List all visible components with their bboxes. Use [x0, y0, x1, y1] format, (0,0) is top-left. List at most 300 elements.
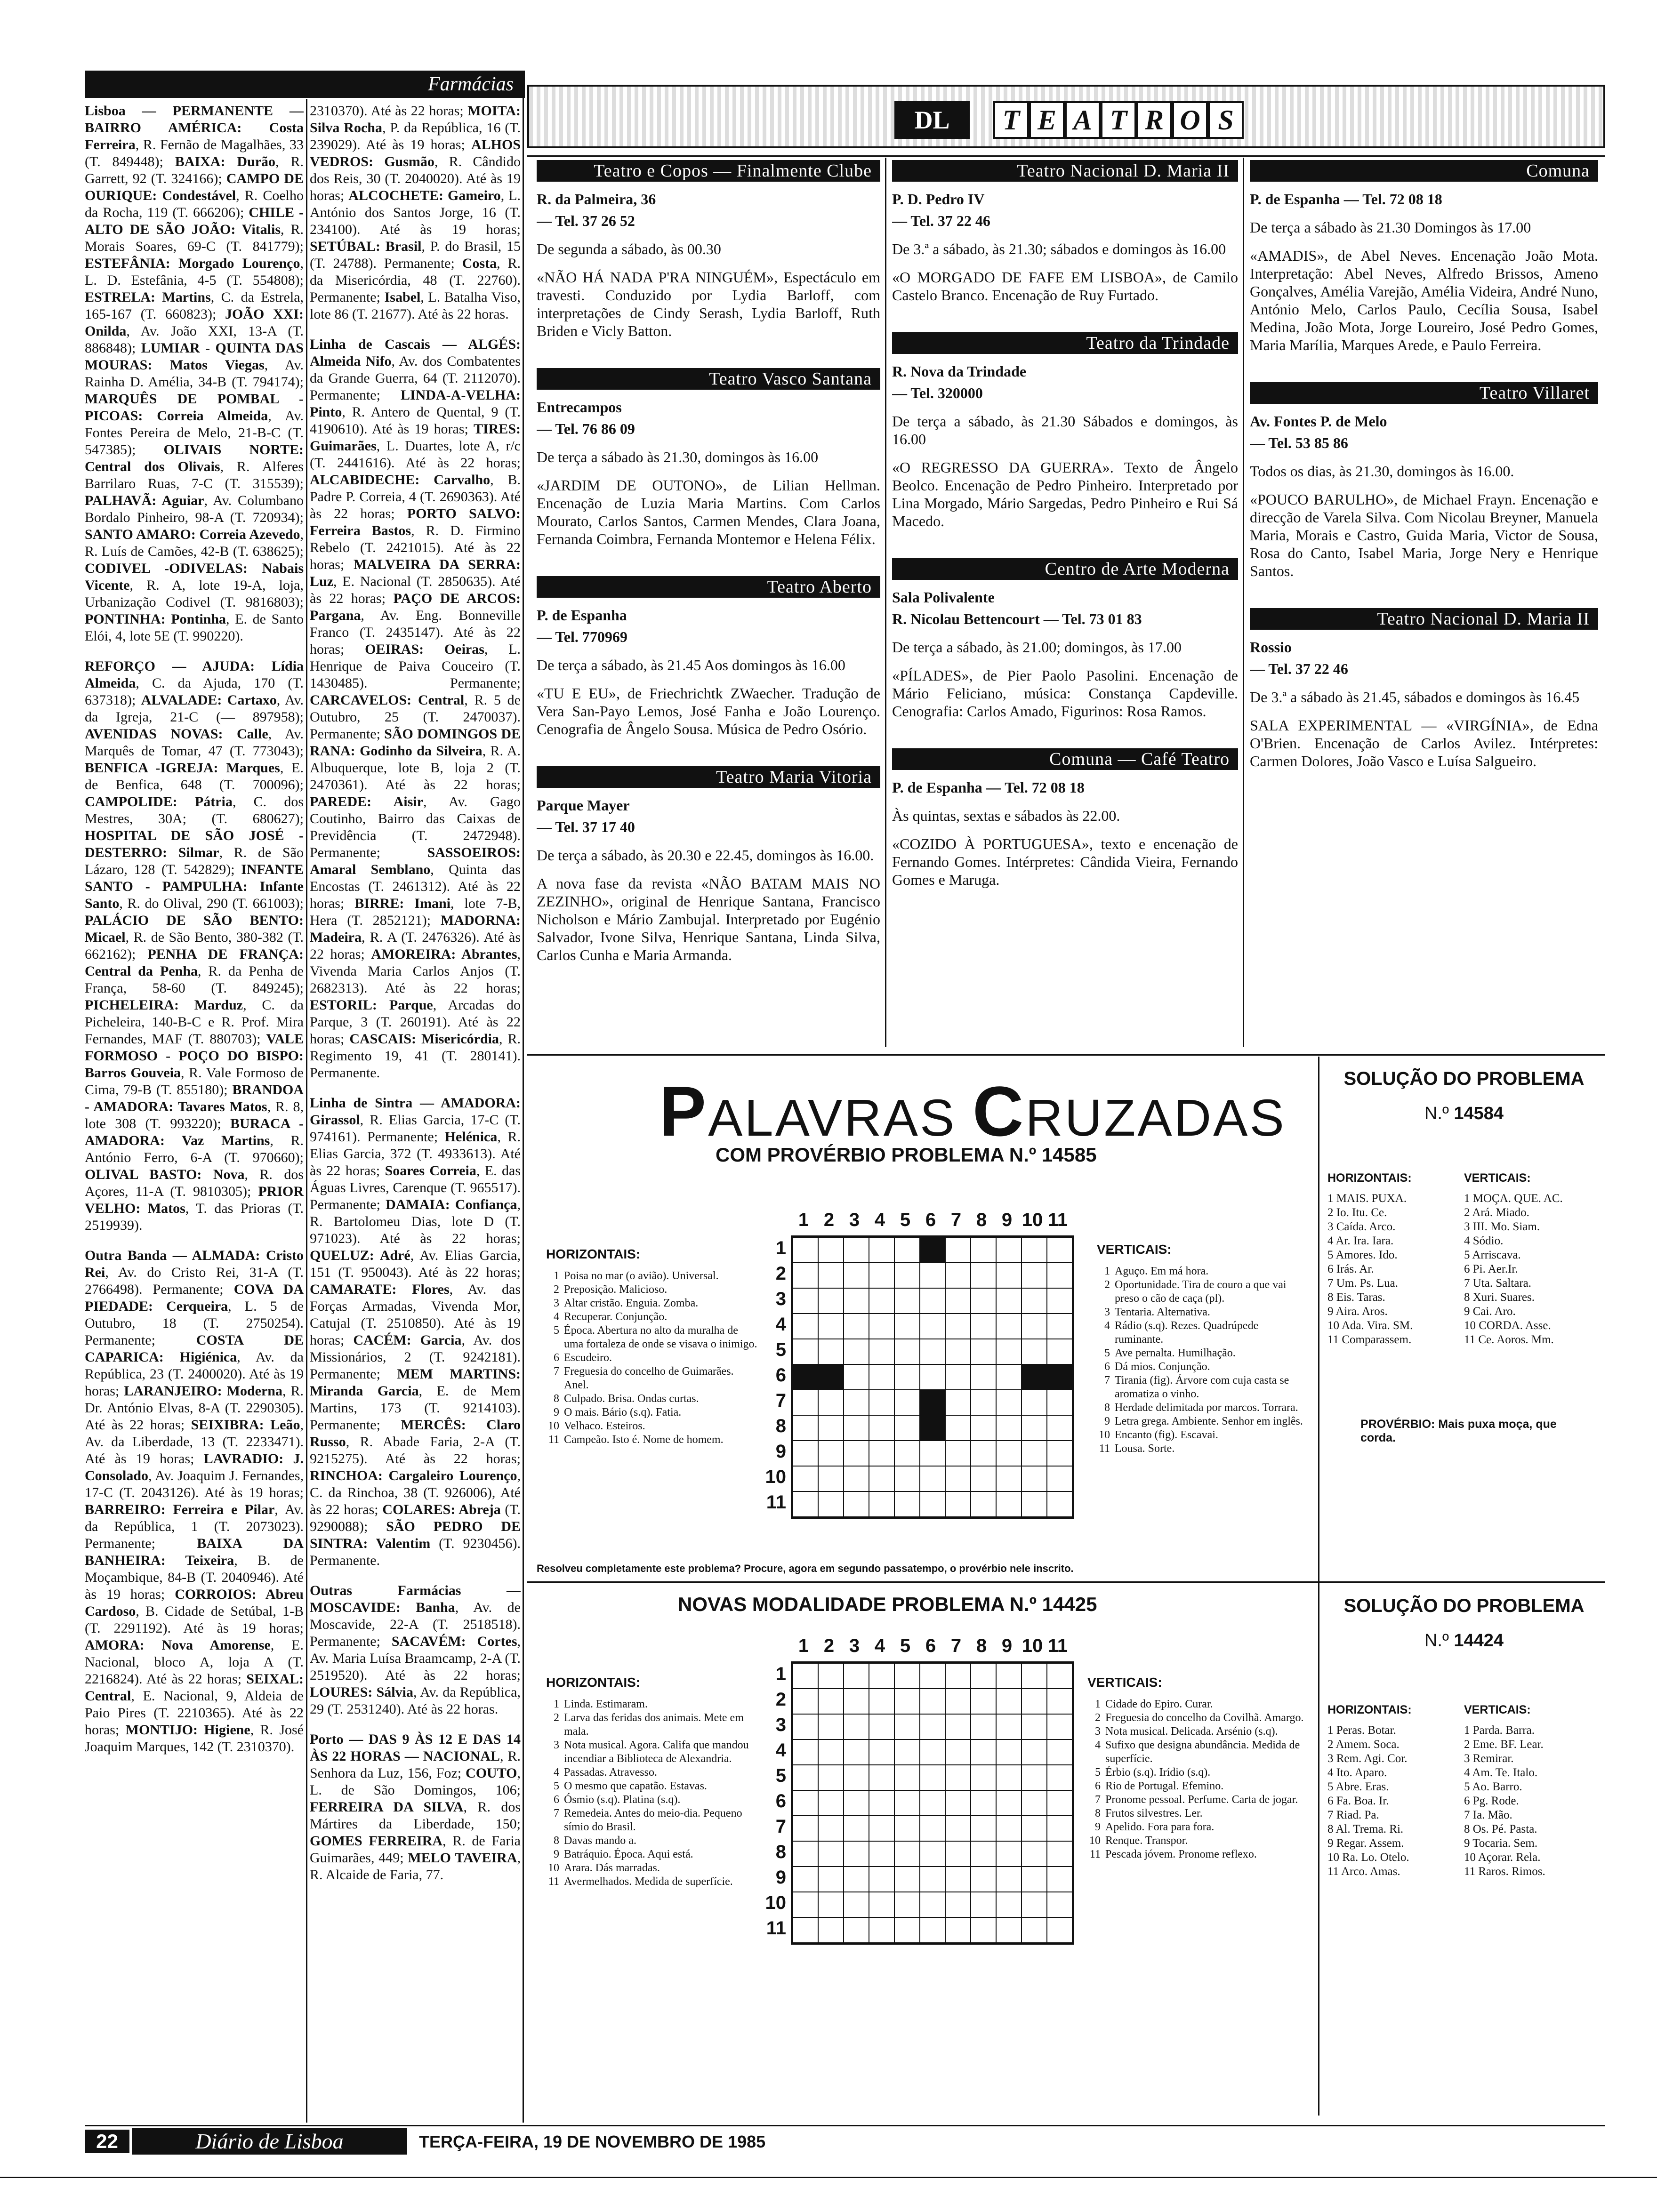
grid-cell[interactable]	[869, 1663, 894, 1689]
grid-cell[interactable]	[894, 1739, 920, 1765]
grid-cell[interactable]	[894, 1263, 920, 1288]
grid-cell[interactable]	[1047, 1917, 1072, 1943]
grid-cell[interactable]	[844, 1892, 869, 1917]
puzzle1-grid[interactable]	[791, 1235, 1074, 1519]
grid-cell[interactable]	[996, 1917, 1022, 1943]
grid-cell[interactable]	[818, 1466, 844, 1491]
grid-cell[interactable]	[920, 1790, 945, 1816]
clue-item: 5 Érbio (s.q). Irídio (s.q).	[1095, 1766, 1211, 1779]
grid-cell[interactable]	[818, 1892, 844, 1917]
grid-cell[interactable]	[894, 1415, 920, 1441]
puzzle2-grid[interactable]	[791, 1661, 1074, 1945]
grid-cell[interactable]	[1022, 1714, 1047, 1739]
grid-cell[interactable]	[971, 1790, 996, 1816]
solution-14424	[1327, 1595, 1601, 1879]
grid-cell[interactable]	[920, 1917, 945, 1943]
grid-cell[interactable]	[971, 1765, 996, 1790]
grid-cell[interactable]	[1022, 1390, 1047, 1415]
grid-cell[interactable]	[920, 1364, 945, 1390]
theater-phone: — Tel. 76 86 09	[537, 420, 635, 437]
grid-cell[interactable]	[1022, 1765, 1047, 1790]
grid-cell[interactable]	[844, 1491, 869, 1517]
grid-cell[interactable]	[945, 1739, 971, 1765]
grid-cell[interactable]	[920, 1263, 945, 1288]
grid-cell[interactable]	[1022, 1790, 1047, 1816]
grid-cell[interactable]	[1047, 1739, 1072, 1765]
grid-cell[interactable]	[920, 1841, 945, 1867]
grid-cell[interactable]	[1022, 1917, 1047, 1943]
farmacia-paragraph: REFORÇO — AJUDA: Lídia Almeida, C. da Ajuda, 170 (T. 637318); ALVALADE: Cartaxo, Av. da Igreja, 21-C (— 897958); AVENIDAS NOVAS: Calle, Av. Marquês de Tomar, 47 (T. 773043); BENFICA -IGREJA: Marques, E. de Benfica, 648 (T. 700096); CAMPOLIDE: Pátria, C. dos Mestres, 30A; (T. 680627); HOSPITAL DE SÃO JOSÉ - DESTERRO: Silmar, R. de São Lázaro, 128 (T. 542829); INFANTE SANTO - PAMPULHA: Infante Santo, R. do Olival, 290 (T. 661003); PALÁCIO DE SÃO BENTO: Micael, R. de São Bento, 380-382 (T. 662162); PENHA DE FRANÇA: Central da Penha, R. da Penha de França, 58-60 (T. 849245); PICHELEIRA: Marduz, C. da Picheleira, 140-B-C e R. Prof. Mira Fernandes, MAF (T. 880703); VALE FORMOSO - POÇO DO BISPO: Barros Gouveia, R. Vale Formoso de Cima, 79-B (T. 855180); BRANDOA - AMADORA: Tavares Matos, R. 8, lote 308 (T. 993220); BURACA - AMADORA: Vaz Martins, R. António Ferro, 6-A (T. 970660); OLIVAL BASTO: Nova, R. dos Açores, 11-A (T. 9810305); PRIOR VELHO: Matos, T. das Prioras (T. 2519939).	[85, 658, 304, 1233]
grid-cell[interactable]	[1047, 1441, 1072, 1466]
grid-cell[interactable]	[818, 1390, 844, 1415]
grid-cell[interactable]	[894, 1663, 920, 1689]
clue-item: 8 Herdade delimitada por marcos. Torrara.	[1104, 1402, 1298, 1414]
grid-cell[interactable]	[1022, 1441, 1047, 1466]
grid-cell[interactable]	[894, 1790, 920, 1816]
grid-cell[interactable]	[869, 1288, 894, 1314]
solution-item: 6 Irás. Ar.	[1327, 1263, 1374, 1275]
row-number: 3	[775, 1715, 786, 1735]
grid-cell[interactable]	[793, 1415, 818, 1441]
grid-cell[interactable]	[818, 1415, 844, 1441]
grid-cell[interactable]	[793, 1867, 818, 1892]
grid-cell[interactable]	[793, 1390, 818, 1415]
grid-cell[interactable]	[1047, 1288, 1072, 1314]
grid-cell[interactable]	[818, 1288, 844, 1314]
grid-cell[interactable]	[945, 1364, 971, 1390]
solution-item: 7 Riad. Pa.	[1327, 1809, 1379, 1821]
grid-cell[interactable]	[996, 1739, 1022, 1765]
column-number: 5	[900, 1210, 911, 1230]
grid-cell[interactable]	[945, 1663, 971, 1689]
grid-cell[interactable]	[971, 1917, 996, 1943]
grid-cell[interactable]	[894, 1867, 920, 1892]
grid-cell[interactable]	[1047, 1867, 1072, 1892]
theater-name: Teatro Maria Vitoria	[537, 766, 880, 788]
grid-cell[interactable]	[818, 1739, 844, 1765]
clue-item: 1 Aguço. Em má hora.	[1104, 1265, 1209, 1277]
grid-cell[interactable]	[818, 1714, 844, 1739]
grid-cell[interactable]	[1022, 1491, 1047, 1517]
teatros-letter: T	[993, 101, 1029, 139]
grid-cell[interactable]	[971, 1415, 996, 1441]
grid-cell[interactable]	[971, 1288, 996, 1314]
grid-cell[interactable]	[1047, 1892, 1072, 1917]
theater-listing	[1250, 608, 1598, 770]
grid-cell[interactable]	[1047, 1415, 1072, 1441]
grid-cell[interactable]	[996, 1790, 1022, 1816]
grid-cell[interactable]	[1022, 1739, 1047, 1765]
grid-cell[interactable]	[1047, 1263, 1072, 1288]
solution-item: 5 Abre. Eras.	[1327, 1780, 1389, 1793]
row-number: 2	[775, 1263, 786, 1284]
grid-cell[interactable]	[971, 1841, 996, 1867]
grid-cell[interactable]	[793, 1441, 818, 1466]
grid-cell[interactable]	[818, 1816, 844, 1841]
grid-cell[interactable]	[1047, 1816, 1072, 1841]
grid-cell[interactable]	[971, 1364, 996, 1390]
grid-cell[interactable]	[844, 1339, 869, 1364]
grid-cell[interactable]	[1022, 1689, 1047, 1714]
grid-cell[interactable]	[920, 1765, 945, 1790]
column-number: 10	[1022, 1210, 1043, 1230]
grid-cell[interactable]	[971, 1714, 996, 1739]
farmacia-paragraph: Linha de Cascais — ALGÉS: Almeida Nifo, Av. dos Combatentes da Grande Guerra, 64 (T. 2112070). Permanente; LINDA-A-VELHA: Pinto, R. Antero de Quental, 9 (T. 4190610). Até às 19 horas; TIRES: Guimarães, L. Duartes, lote A, r/c (T. 2441616). Até às 22 horas; ALCABIDECHE: Carvalho, B. Padre P. Correia, 4 (T. 2690363). Até às 22 horas; PORTO SALVO: Ferreira Bastos, R. D. Firmino Rebelo (T. 2421015). Até às 22 horas; MALVEIRA DA SERRA: Luz, E. Nacional (T. 2850635). Até às 22 horas; PAÇO DE ARCOS: Pargana, Av. Eng. Bonneville Franco (T. 2435147). Até às 22 horas; OEIRAS: Oeiras, L. Henrique de Paiva Couceiro (T. 1430485). Permanente; CARCAVELOS: Central, R. 5 de Outubro, 25 (T. 2470037). Permanente; SÃO DOMINGOS DE RANA: Godinho da Silveira, R. A. Albuquerque, lote B, loja 2 (T. 2470361). Até às 22 horas; PAREDE: Aisir, Av. Gago Coutinho, Bairro das Caixas de Previdência (T. 2472948). Permanente; SASSOEIROS: Amaral Semblano, Quinta das Encostas (T. 2461312). Até às 22 horas; BIRRE: Imani, lote 7-B, Hera (T. 2852121); MADORNA: Madeira, R. A (T. 2476326). Até às 22 horas; AMOREIRA: Abrantes, Vivenda Maria Carlos Anjos (T. 2682313). Até às 22 horas; ESTORIL: Parque, Arcadas do Parque, 3 (T. 260191). Até às 22 horas; CASCAIS: Misericórdia, R. Regimento 19, 41 (T. 280141). Permanente.	[310, 337, 521, 1081]
grid-cell[interactable]	[869, 1441, 894, 1466]
theater-phone: — Tel. 770969	[537, 628, 627, 645]
grid-cell[interactable]	[996, 1237, 1022, 1263]
grid-cell[interactable]	[869, 1765, 894, 1790]
grid-cell[interactable]	[894, 1288, 920, 1314]
grid-cell[interactable]	[793, 1339, 818, 1364]
grid-cell[interactable]	[945, 1339, 971, 1364]
grid-cell[interactable]	[945, 1689, 971, 1714]
grid-cell[interactable]	[793, 1765, 818, 1790]
grid-cell[interactable]	[971, 1892, 996, 1917]
grid-cell[interactable]	[793, 1314, 818, 1339]
grid-cell[interactable]	[894, 1714, 920, 1739]
grid-cell[interactable]	[996, 1689, 1022, 1714]
grid-cell[interactable]	[996, 1491, 1022, 1517]
grid-cell[interactable]	[996, 1390, 1022, 1415]
solution-item: 3 Caída. Arco.	[1327, 1220, 1396, 1233]
grid-cell[interactable]	[869, 1466, 894, 1491]
grid-cell[interactable]	[945, 1390, 971, 1415]
grid-cell[interactable]	[793, 1288, 818, 1314]
grid-cell[interactable]	[818, 1339, 844, 1364]
grid-cell[interactable]	[869, 1841, 894, 1867]
grid-cell[interactable]	[894, 1364, 920, 1390]
grid-cell[interactable]	[894, 1491, 920, 1517]
grid-cell[interactable]	[1022, 1867, 1047, 1892]
grid-cell[interactable]	[894, 1466, 920, 1491]
grid-cell[interactable]	[945, 1314, 971, 1339]
grid-cell[interactable]	[869, 1739, 894, 1765]
grid-cell[interactable]	[869, 1714, 894, 1739]
grid-cell[interactable]	[844, 1237, 869, 1263]
grid-cell[interactable]	[844, 1714, 869, 1739]
grid-cell[interactable]	[1047, 1491, 1072, 1517]
grid-cell[interactable]	[971, 1390, 996, 1415]
grid-cell[interactable]	[894, 1892, 920, 1917]
grid-cell[interactable]	[818, 1841, 844, 1867]
grid-cell[interactable]	[869, 1491, 894, 1517]
grid-cell[interactable]	[894, 1689, 920, 1714]
column-number: 7	[950, 1210, 962, 1230]
grid-cell[interactable]	[818, 1917, 844, 1943]
grid-cell[interactable]	[1022, 1892, 1047, 1917]
grid-cell[interactable]	[920, 1663, 945, 1689]
solution-item: 6 Pg. Rode.	[1464, 1795, 1519, 1807]
theater-phone: — Tel. 37 22 46	[892, 212, 990, 229]
black-cell	[1022, 1364, 1047, 1390]
row-number: 6	[775, 1791, 786, 1811]
grid-cell[interactable]	[818, 1314, 844, 1339]
grid-cell[interactable]	[971, 1237, 996, 1263]
grid-cell[interactable]	[920, 1441, 945, 1466]
grid-cell[interactable]	[869, 1892, 894, 1917]
v-label: VERTICAIS:	[1464, 1171, 1531, 1185]
grid-cell[interactable]	[996, 1714, 1022, 1739]
theater-name: Centro de Arte Moderna	[892, 558, 1238, 580]
grid-cell[interactable]	[920, 1892, 945, 1917]
puzzle1-horizontal-clues	[546, 1247, 758, 1447]
grid-cell[interactable]	[996, 1364, 1022, 1390]
grid-cell[interactable]	[818, 1867, 844, 1892]
grid-cell[interactable]	[793, 1689, 818, 1714]
grid-cell[interactable]	[945, 1765, 971, 1790]
grid-cell[interactable]	[920, 1314, 945, 1339]
grid-cell[interactable]	[945, 1790, 971, 1816]
solution-item: 4 Ar. Ira. Iara.	[1327, 1234, 1394, 1247]
grid-cell[interactable]	[894, 1314, 920, 1339]
grid-cell[interactable]	[996, 1816, 1022, 1841]
grid-cell[interactable]	[844, 1364, 869, 1390]
grid-cell[interactable]	[945, 1714, 971, 1739]
grid-cell[interactable]	[1047, 1714, 1072, 1739]
grid-cell[interactable]	[869, 1364, 894, 1390]
grid-cell[interactable]	[818, 1765, 844, 1790]
grid-cell[interactable]	[1022, 1237, 1047, 1263]
grid-cell[interactable]	[869, 1314, 894, 1339]
theater-address: P. D. Pedro IV	[892, 191, 985, 208]
grid-cell[interactable]	[869, 1415, 894, 1441]
solution-item: 10 Ada. Vira. SM.	[1327, 1319, 1413, 1332]
grid-cell[interactable]	[996, 1663, 1022, 1689]
grid-cell[interactable]	[793, 1790, 818, 1816]
grid-cell[interactable]	[1022, 1466, 1047, 1491]
grid-cell[interactable]	[945, 1816, 971, 1841]
grid-cell[interactable]	[844, 1790, 869, 1816]
grid-cell[interactable]	[1022, 1663, 1047, 1689]
grid-cell[interactable]	[844, 1263, 869, 1288]
grid-cell[interactable]	[920, 1288, 945, 1314]
grid-cell[interactable]	[996, 1288, 1022, 1314]
grid-cell[interactable]	[1047, 1314, 1072, 1339]
grid-cell[interactable]	[844, 1415, 869, 1441]
black-cell	[793, 1364, 818, 1390]
theater-listing	[892, 558, 1238, 720]
grid-cell[interactable]	[793, 1917, 818, 1943]
grid-cell[interactable]	[971, 1867, 996, 1892]
grid-cell[interactable]	[945, 1841, 971, 1867]
grid-cell[interactable]	[869, 1867, 894, 1892]
grid-cell[interactable]	[996, 1441, 1022, 1466]
farmacias-column-2	[310, 103, 521, 2122]
grid-cell[interactable]	[971, 1491, 996, 1517]
grid-cell[interactable]	[844, 1816, 869, 1841]
solution-title-2: SOLUÇÃO DO PROBLEMA	[1343, 1595, 1585, 1616]
grid-cell[interactable]	[1047, 1237, 1072, 1263]
grid-cell[interactable]	[894, 1390, 920, 1415]
grid-cell[interactable]	[844, 1739, 869, 1765]
grid-cell[interactable]	[920, 1339, 945, 1364]
grid-cell[interactable]	[920, 1714, 945, 1739]
grid-cell[interactable]	[844, 1689, 869, 1714]
column-number: 5	[900, 1635, 911, 1656]
grid-cell[interactable]	[920, 1491, 945, 1517]
grid-cell[interactable]	[844, 1288, 869, 1314]
grid-cell[interactable]	[869, 1816, 894, 1841]
grid-cell[interactable]	[996, 1339, 1022, 1364]
grid-cell[interactable]	[945, 1917, 971, 1943]
grid-cell[interactable]	[844, 1841, 869, 1867]
grid-cell[interactable]	[920, 1739, 945, 1765]
grid-cell[interactable]	[818, 1237, 844, 1263]
grid-cell[interactable]	[920, 1867, 945, 1892]
puzzle1-row-numbers	[763, 1235, 786, 1515]
grid-cell[interactable]	[1022, 1314, 1047, 1339]
grid-cell[interactable]	[945, 1441, 971, 1466]
grid-cell[interactable]	[945, 1466, 971, 1491]
grid-cell[interactable]	[971, 1314, 996, 1339]
grid-cell[interactable]	[996, 1466, 1022, 1491]
grid-cell[interactable]	[1022, 1263, 1047, 1288]
grid-cell[interactable]	[971, 1466, 996, 1491]
grid-cell[interactable]	[894, 1441, 920, 1466]
theater-listing	[1250, 160, 1598, 354]
grid-cell[interactable]	[818, 1689, 844, 1714]
grid-cell[interactable]	[869, 1237, 894, 1263]
grid-cell[interactable]	[1022, 1288, 1047, 1314]
grid-cell[interactable]	[996, 1765, 1022, 1790]
solution-number-2: N.º 14424	[1424, 1631, 1504, 1651]
grid-cell[interactable]	[818, 1491, 844, 1517]
grid-cell[interactable]	[945, 1288, 971, 1314]
row-number: 5	[775, 1339, 786, 1360]
grid-cell[interactable]	[971, 1816, 996, 1841]
grid-cell[interactable]	[869, 1689, 894, 1714]
clue-heading: HORIZONTAIS:	[546, 1675, 641, 1690]
solution-item: 8 Al. Trema. Ri.	[1327, 1823, 1404, 1835]
grid-cell[interactable]	[793, 1816, 818, 1841]
grid-cell[interactable]	[894, 1917, 920, 1943]
grid-cell[interactable]	[945, 1892, 971, 1917]
grid-cell[interactable]	[793, 1739, 818, 1765]
black-cell	[1047, 1364, 1072, 1390]
grid-cell[interactable]	[971, 1663, 996, 1689]
grid-cell[interactable]	[793, 1491, 818, 1517]
solution-item: 6 Pi. Aer.Ir.	[1464, 1263, 1518, 1275]
grid-cell[interactable]	[869, 1790, 894, 1816]
column-number: 9	[1001, 1635, 1013, 1656]
theater-play: «TU E EU», de Friechrichtk ZWaecher. Tradução de Vera San-Payo Lemos, José Fanha e João Lourenço. Cenografia de Ângelo Sousa. Música de Pedro Osório.	[537, 685, 880, 737]
grid-cell[interactable]	[894, 1237, 920, 1263]
clue-item: 9 Apelido. Fora para fora.	[1095, 1821, 1215, 1833]
theater-name: Teatro e Copos — Finalmente Clube	[537, 160, 880, 182]
theater-address: Rossio	[1250, 639, 1292, 656]
grid-cell[interactable]	[793, 1841, 818, 1867]
grid-cell[interactable]	[1022, 1339, 1047, 1364]
column-number: 6	[925, 1210, 936, 1230]
grid-cell[interactable]	[920, 1816, 945, 1841]
grid-cell[interactable]	[996, 1892, 1022, 1917]
grid-cell[interactable]	[844, 1917, 869, 1943]
grid-cell[interactable]	[1047, 1689, 1072, 1714]
theater-play: «JARDIM DE OUTONO», de Lilian Hellman. Encenação de Luzia Maria Martins. Com Carlos Mourato, Carlos Santos, Carmen Mendes, Clara Joana, Fernanda Coimbra, Fernanda Montemor e Helena Félix.	[537, 477, 880, 547]
grid-cell[interactable]	[971, 1441, 996, 1466]
grid-cell[interactable]	[996, 1314, 1022, 1339]
grid-cell[interactable]	[894, 1816, 920, 1841]
grid-cell[interactable]	[1022, 1841, 1047, 1867]
grid-cell[interactable]	[945, 1237, 971, 1263]
grid-cell[interactable]	[1022, 1415, 1047, 1441]
grid-cell[interactable]	[793, 1263, 818, 1288]
grid-cell[interactable]	[1047, 1765, 1072, 1790]
grid-cell[interactable]	[971, 1339, 996, 1364]
grid-cell[interactable]	[793, 1714, 818, 1739]
grid-cell[interactable]	[869, 1917, 894, 1943]
grid-cell[interactable]	[996, 1841, 1022, 1867]
grid-cell[interactable]	[894, 1339, 920, 1364]
grid-cell[interactable]	[1047, 1663, 1072, 1689]
grid-cell[interactable]	[894, 1765, 920, 1790]
theater-name: Teatro Villaret	[1250, 382, 1598, 404]
grid-cell[interactable]	[945, 1867, 971, 1892]
grid-cell[interactable]	[844, 1466, 869, 1491]
grid-cell[interactable]	[920, 1689, 945, 1714]
grid-cell[interactable]	[1047, 1339, 1072, 1364]
grid-cell[interactable]	[869, 1339, 894, 1364]
grid-cell[interactable]	[844, 1765, 869, 1790]
grid-cell[interactable]	[1047, 1790, 1072, 1816]
theater-address: Entrecampos	[537, 399, 622, 416]
grid-cell[interactable]	[996, 1415, 1022, 1441]
grid-cell[interactable]	[818, 1441, 844, 1466]
grid-cell[interactable]	[869, 1390, 894, 1415]
grid-cell[interactable]	[1047, 1390, 1072, 1415]
grid-cell[interactable]	[894, 1841, 920, 1867]
grid-cell[interactable]	[818, 1790, 844, 1816]
grid-cell[interactable]	[996, 1263, 1022, 1288]
theater-address: Parque Mayer	[537, 797, 630, 814]
column-number: 3	[849, 1210, 860, 1230]
clue-item: 7 Freguesia do concelho de Guimarães. Anel.	[554, 1365, 734, 1391]
puzzle1-title: COM PROVÉRBIO PROBLEMA N.º 14585	[716, 1144, 1097, 1166]
grid-cell[interactable]	[945, 1263, 971, 1288]
grid-cell[interactable]	[844, 1314, 869, 1339]
solution-item: 6 Fa. Boa. Ir.	[1327, 1795, 1389, 1807]
grid-cell[interactable]	[971, 1263, 996, 1288]
row-number: 6	[775, 1365, 786, 1386]
grid-cell[interactable]	[1022, 1816, 1047, 1841]
column-number: 11	[1047, 1210, 1068, 1230]
grid-cell[interactable]	[971, 1689, 996, 1714]
theater-hours: De 3.ª a sábado, às 21.30; sábados e domingos às 16.00	[892, 240, 1226, 257]
grid-cell[interactable]	[818, 1663, 844, 1689]
solution-item: 10 CORDA. Asse.	[1464, 1319, 1551, 1332]
grid-cell[interactable]	[793, 1663, 818, 1689]
grid-cell[interactable]	[971, 1739, 996, 1765]
grid-cell[interactable]	[818, 1263, 844, 1288]
grid-cell[interactable]	[844, 1867, 869, 1892]
grid-cell[interactable]	[844, 1441, 869, 1466]
grid-cell[interactable]	[844, 1663, 869, 1689]
grid-cell[interactable]	[1047, 1466, 1072, 1491]
solution-title: SOLUÇÃO DO PROBLEMA	[1343, 1068, 1585, 1089]
grid-cell[interactable]	[793, 1466, 818, 1491]
grid-cell[interactable]	[844, 1390, 869, 1415]
grid-cell[interactable]	[920, 1466, 945, 1491]
grid-cell[interactable]	[945, 1415, 971, 1441]
grid-cell[interactable]	[793, 1892, 818, 1917]
grid-cell[interactable]	[793, 1237, 818, 1263]
grid-cell[interactable]	[1047, 1841, 1072, 1867]
theater-listing	[892, 748, 1238, 889]
grid-cell[interactable]	[869, 1263, 894, 1288]
grid-cell[interactable]	[996, 1867, 1022, 1892]
grid-cell[interactable]	[945, 1491, 971, 1517]
